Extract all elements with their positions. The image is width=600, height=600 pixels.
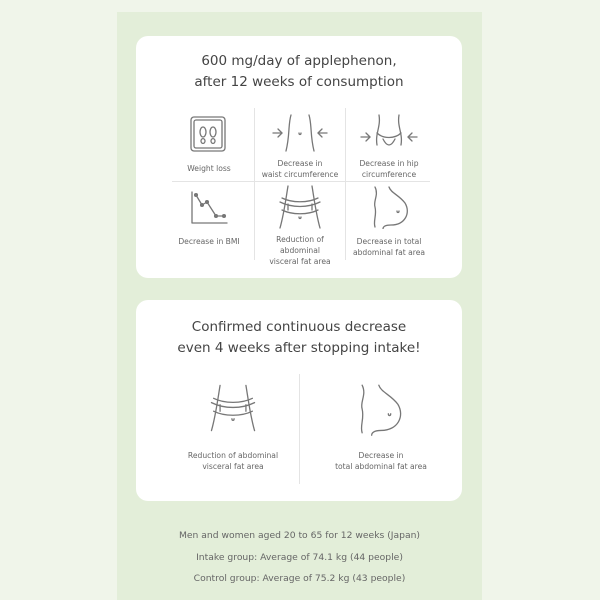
belly-icon [355, 382, 405, 436]
grid-divider [299, 374, 300, 484]
stat-label: Decrease in total abdominal fat area [335, 451, 427, 471]
stat-label: Decrease in hip circumference [359, 159, 419, 179]
scale-icon [189, 115, 227, 153]
stat-label: Weight loss [187, 164, 231, 173]
stat-label: Reduction of abdominal visceral fat area [187, 451, 279, 471]
stat-label: Decrease in total abdominal fat area [352, 237, 426, 257]
intake-group-info: Intake group: Average of 74.1 kg (44 people) [196, 552, 403, 563]
card-title: Confirmed continuous decrease even 4 weeks after stopping intake! [177, 319, 421, 356]
stat-label: Decrease in waist circumference [261, 159, 339, 179]
card-title: 600 mg/day of applephenon, after 12 weeks of consumption [194, 53, 404, 90]
grid-divider [172, 181, 430, 182]
waist-icon [271, 113, 329, 153]
bmi-chart-icon [189, 190, 229, 226]
control-group-info: Control group: Average of 75.2 kg (43 people) [193, 573, 406, 584]
results-card-12-weeks [136, 36, 462, 278]
visceral-fat-icon [274, 184, 326, 230]
visceral-fat-icon [205, 380, 261, 436]
belly-icon [369, 185, 411, 229]
stat-label: Reduction of abdominal visceral fat area [269, 235, 331, 266]
results-card-after-stopping [136, 300, 462, 501]
stat-label: Decrease in BMI [178, 237, 240, 246]
study-description: Men and women aged 20 to 65 for 12 weeks (Japan) [178, 530, 421, 541]
hip-icon [359, 113, 419, 153]
